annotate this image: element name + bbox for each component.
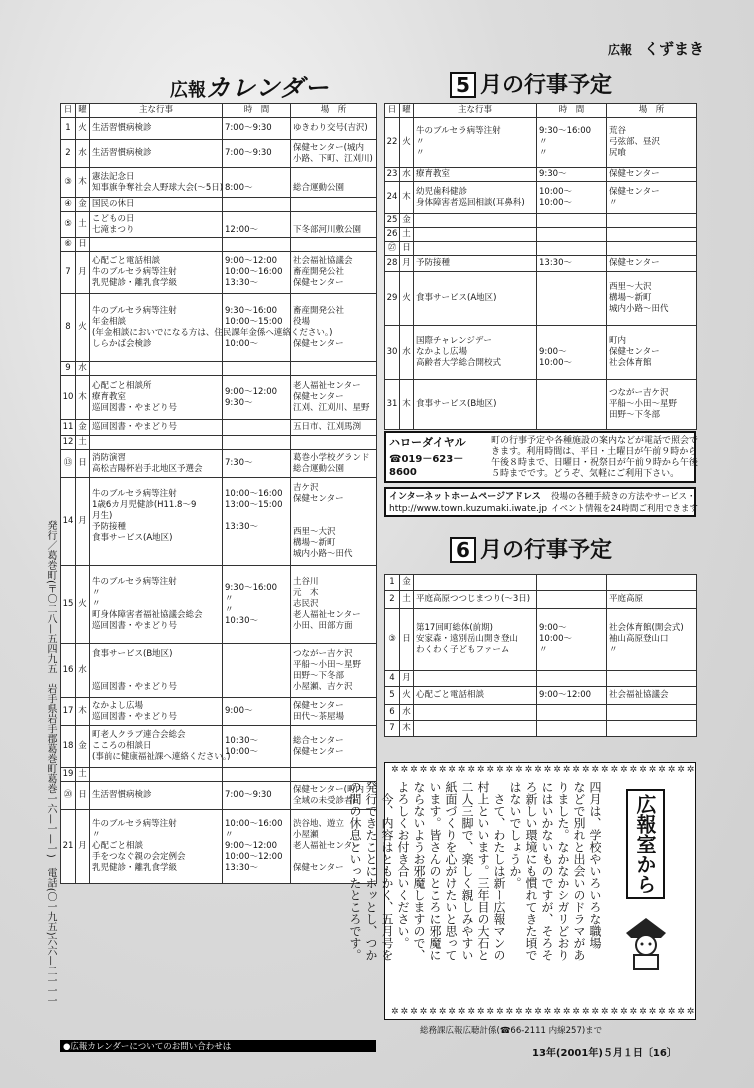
internet-box <box>384 487 696 517</box>
place-cell: 西里～大沢 構場～新町 城内小路～田代 <box>607 272 697 326</box>
time-cell: 10:00～16:00 13:00～15:00 13:30～ <box>223 478 291 566</box>
day-cell: 23 <box>385 168 400 182</box>
time-cell: 9:30～ <box>537 168 607 182</box>
table-row <box>385 609 697 671</box>
weekday-cell: 木 <box>76 376 90 420</box>
event-cell: 第17回町総体(前期) 安家森・遠別岳山開き登山 わくわく子どもファーム <box>414 609 537 671</box>
weekday-cell: 火 <box>76 118 90 140</box>
time-cell <box>537 242 607 256</box>
issue-dateline: 13年(2001年)５月１日〔16〕 <box>532 1048 677 1059</box>
day-cell: 1 <box>385 575 400 591</box>
day-cell: 24 <box>385 182 400 214</box>
inquiry-note: ●広報カレンダーについてのお問い合わせは <box>60 1040 376 1052</box>
hello-dial-box <box>384 431 699 483</box>
place-cell <box>607 214 697 228</box>
time-cell <box>223 768 291 782</box>
table-row <box>61 566 377 644</box>
weekday-cell: 日 <box>400 242 414 256</box>
event-cell: 牛のブルセラ病等注射 1歳6カ月児健診(H11.8～9 月生) 予防接種 食事サービス(A地区) <box>90 478 223 566</box>
june-table <box>384 574 697 737</box>
place-cell: 総合運動公園 <box>291 168 377 198</box>
place-cell: つながー吉ケ沢 平船～小田～星野 田野～下冬部 小屋瀬、吉ケ沢 <box>291 644 377 698</box>
may-number-badge: 5 <box>450 72 476 98</box>
event-cell: 心配ごと電話相談 牛のブルセラ病等注射 乳児健診・離乳食学級 <box>90 252 223 294</box>
time-cell <box>537 721 607 737</box>
day-cell: 17 <box>61 698 76 726</box>
june-rows <box>385 575 697 737</box>
time-cell: 9:00～12:00 <box>537 687 607 705</box>
table-row <box>385 118 697 168</box>
weekday-cell: 水 <box>76 644 90 698</box>
day-cell: 7 <box>61 252 76 294</box>
event-cell <box>90 768 223 782</box>
weekday-cell: 木 <box>76 168 90 198</box>
table-row <box>61 478 377 566</box>
table-row <box>61 362 377 376</box>
event-cell: 憲法記念日 知事旗争奪社会人野球大会(～5日) <box>90 168 223 198</box>
masthead-brand: くずまき <box>643 40 704 58</box>
table-row <box>385 168 697 182</box>
event-cell: 生活習慣病検診 <box>90 140 223 168</box>
place-cell <box>607 242 697 256</box>
table-row <box>385 687 697 705</box>
time-cell <box>537 214 607 228</box>
hello-dial-label: ハローダイヤル <box>389 436 466 449</box>
weekday-cell: 日 <box>76 782 90 810</box>
table-row <box>61 810 377 884</box>
place-cell: ゆきわり交号(吉沢) <box>291 118 377 140</box>
place-cell: 土谷川 元 木 志民沢 老人福祉センター 小田、田部方面 <box>291 566 377 644</box>
day-cell: 16 <box>61 644 76 698</box>
time-cell <box>537 705 607 721</box>
event-cell <box>414 214 537 228</box>
internet-label: インターネットホームページアドレス <box>389 492 541 502</box>
day-cell: 2 <box>385 591 400 609</box>
weekday-cell: 火 <box>400 687 414 705</box>
table-row <box>61 212 377 238</box>
day-cell: ③ <box>61 168 76 198</box>
table-row <box>385 721 697 737</box>
contact-note: 総務課広報広聴計係(☎66-2111 内線257)まで <box>420 1026 603 1036</box>
event-cell: 生活習慣病検診 <box>90 118 223 140</box>
table-row <box>385 182 697 214</box>
place-cell: 五日市、江刈馬渕 <box>291 420 377 436</box>
event-cell: 食事サービス(B地区) 巡回図書・やまどり号 <box>90 644 223 698</box>
weekday-cell: 火 <box>400 272 414 326</box>
table-row <box>61 450 377 478</box>
time-cell <box>223 644 291 698</box>
weekday-cell: 月 <box>76 810 90 884</box>
calendar-title-prefix: 広報 <box>170 80 206 101</box>
weekday-cell: 日 <box>76 238 90 252</box>
weekday-cell: 土 <box>76 768 90 782</box>
weekday-cell: 月 <box>400 256 414 272</box>
weekday-cell: 月 <box>400 671 414 687</box>
event-cell: 療育教室 <box>414 168 537 182</box>
day-cell: 7 <box>385 721 400 737</box>
time-cell: 9:30～16:00 〃 〃 <box>537 118 607 168</box>
event-cell: 牛のブルセラ病等注射 年金相談 (年金相談においでになる方は、住民課年金係へ連絡ください。) しらかば会検診 <box>90 294 223 362</box>
table-row <box>385 591 697 609</box>
hello-dial-text: 町の行事予定や各種施設の案内などが電話で照会で きます。利用時間は、平日・土曜日が午前９時から 午後８時まで、日曜日・祝祭日が午前９時から午後 ５時までです。どうぞ、気軽にご利用下さい。 <box>491 436 699 479</box>
event-cell <box>414 705 537 721</box>
table-row <box>61 698 377 726</box>
table-row <box>385 214 697 228</box>
time-cell: 10:00～ 10:00～ <box>537 182 607 214</box>
place-cell: 保健センター(町内 全域の未受診者) <box>291 782 377 810</box>
place-cell <box>291 198 377 212</box>
place-cell <box>291 362 377 376</box>
event-cell <box>90 362 223 376</box>
table-row <box>385 380 697 430</box>
col-place: 場 所 <box>291 104 377 118</box>
day-cell: 22 <box>385 118 400 168</box>
day-cell: 15 <box>61 566 76 644</box>
weekday-cell: 月 <box>76 478 90 566</box>
place-cell: 渋谷地、遊立 小屋瀬 老人福祉センター 保健センター <box>291 810 377 884</box>
table-row <box>385 575 697 591</box>
table-row <box>61 118 377 140</box>
event-cell: 国際チャレンジデー なかよし広場 高齢者大学総合開校式 <box>414 326 537 380</box>
weekday-cell: 火 <box>400 118 414 168</box>
day-cell: 25 <box>385 214 400 228</box>
table-row <box>61 376 377 420</box>
weekday-cell: 土 <box>400 591 414 609</box>
place-cell: 平庭高原 <box>607 591 697 609</box>
time-cell <box>223 198 291 212</box>
column-body: 四月は、学校やいろいろな職場 などで別れと出会いのドラマがあ りました。なかなかシガリどおり にはいかないものですが、そろそ ろ新しい環境にも慣れてきた頃で はないでしょうか。 さて、わたしは新ー広報マンの 村上といいます。三年目の大石と 二人三脚で、楽しく親しみやすい 紙面づくりを心がけたいと思って います。皆さんのところに邪魔に ならないようお邪魔しますので、 よろしくお付き合いください。 今、内容はともかく、五月号を 発行できたことにホッとし、つか の間の休息といったところです。 <box>348 781 602 961</box>
left-rows <box>61 118 377 884</box>
table-row <box>385 242 697 256</box>
weekday-cell: 水 <box>400 705 414 721</box>
table-row <box>385 272 697 326</box>
event-cell <box>414 575 537 591</box>
weekday-cell: 水 <box>400 326 414 380</box>
day-cell: ⑥ <box>61 238 76 252</box>
place-cell <box>291 436 377 450</box>
day-cell: 26 <box>385 228 400 242</box>
mascot-illustration <box>621 913 671 973</box>
table-row <box>61 238 377 252</box>
event-cell: 国民の休日 <box>90 198 223 212</box>
weekday-cell: 日 <box>400 609 414 671</box>
place-cell: 町内 保健センター 社会体育館 <box>607 326 697 380</box>
weekday-cell: 水 <box>76 362 90 376</box>
day-cell: 12 <box>61 436 76 450</box>
editor-column <box>348 762 697 1020</box>
event-cell: 幼児歯科健診 身体障害者巡回相談(耳鼻科) <box>414 182 537 214</box>
day-cell: 10 <box>61 376 76 420</box>
day-cell: 11 <box>61 420 76 436</box>
day-cell: 21 <box>61 810 76 884</box>
col-place: 場 所 <box>607 104 697 118</box>
event-cell <box>414 242 537 256</box>
publisher-sidebar: 発行／葛巻町(〒〇二八—五四九五 岩手県岩手郡葛巻町葛巻一六—一—一) 電話(〇一九五)六六—二一一一 <box>45 520 56 1006</box>
time-cell: 12:00～ <box>223 212 291 238</box>
time-cell: 7:00～9:30 <box>223 782 291 810</box>
col-time: 時 間 <box>223 104 291 118</box>
place-cell: 老人福祉センター 保健センター 江刈、江刈川、星野 <box>291 376 377 420</box>
time-cell <box>223 420 291 436</box>
time-cell <box>537 228 607 242</box>
table-row <box>61 768 377 782</box>
table-row <box>385 228 697 242</box>
day-cell: ⑳ <box>61 782 76 810</box>
table-row <box>61 294 377 362</box>
time-cell: 7:00～9:30 <box>223 118 291 140</box>
event-cell: 消防演習 高松吉陽杯岩手北地区予選会 <box>90 450 223 478</box>
table-row <box>385 326 697 380</box>
time-cell <box>537 272 607 326</box>
weekday-cell: 日 <box>76 450 90 478</box>
event-cell <box>90 238 223 252</box>
place-cell: つながー吉ケ沢 平船～小田～星野 田野～下冬部 <box>607 380 697 430</box>
place-cell <box>607 721 697 737</box>
calendar-table-left <box>60 103 377 884</box>
day-cell: 9 <box>61 362 76 376</box>
event-cell: 町老人クラブ連合会総会 こころの相談日 (事前に健康福祉課へ連絡ください。) <box>90 726 223 768</box>
place-cell: 社会体育館(開会式) 袖山高原登山口 〃 <box>607 609 697 671</box>
day-cell: 29 <box>385 272 400 326</box>
time-cell: 13:30～ <box>537 256 607 272</box>
col-event: 主な行事 <box>414 104 537 118</box>
table-header <box>61 104 377 118</box>
masthead-org: 広報 <box>607 43 632 57</box>
table-row <box>61 726 377 768</box>
weekday-cell: 月 <box>76 252 90 294</box>
place-cell <box>607 705 697 721</box>
time-cell <box>537 591 607 609</box>
col-weekday: 曜 <box>76 104 90 118</box>
weekday-cell: 木 <box>400 182 414 214</box>
day-cell: 1 <box>61 118 76 140</box>
place-cell: 吉ケ沢 保健センター 西里～大沢 構場～新町 城内小路～田代 <box>291 478 377 566</box>
weekday-cell: 土 <box>400 228 414 242</box>
weekday-cell: 水 <box>76 140 90 168</box>
may-table <box>384 103 697 430</box>
place-cell: 保健センター(城内 小路、下町、江刈川) <box>291 140 377 168</box>
time-cell: 9:00～ 10:00～ 〃 <box>537 609 607 671</box>
time-cell: 9:00～ 10:00～ <box>537 326 607 380</box>
may-title-text: 月の行事予定 <box>480 73 613 98</box>
weekday-cell: 土 <box>76 436 90 450</box>
time-cell <box>223 362 291 376</box>
weekday-cell: 金 <box>76 198 90 212</box>
place-cell: 社会福祉協議会 <box>607 687 697 705</box>
day-cell: 4 <box>385 671 400 687</box>
time-cell: 10:00～16:00 〃 9:00～12:00 10:00～12:00 13:30～ <box>223 810 291 884</box>
event-cell <box>414 671 537 687</box>
weekday-cell: 土 <box>76 212 90 238</box>
col-day: 日 <box>61 104 76 118</box>
day-cell: 30 <box>385 326 400 380</box>
place-cell: 畜産開発公社 役場 保健センター <box>291 294 377 362</box>
day-cell: 19 <box>61 768 76 782</box>
weekday-cell: 木 <box>400 721 414 737</box>
may-schedule-title <box>450 68 612 99</box>
day-cell: ⑬ <box>61 450 76 478</box>
event-cell: 牛のブルセラ病等注射 〃 〃 <box>414 118 537 168</box>
place-cell <box>607 671 697 687</box>
may-rows <box>385 118 697 430</box>
weekday-cell: 水 <box>400 168 414 182</box>
time-cell: 7:30～ <box>223 450 291 478</box>
place-cell: 保健センター 田代～茶屋場 <box>291 698 377 726</box>
event-cell: 食事サービス(B地区) <box>414 380 537 430</box>
event-cell: 心配ごと相談所 療育教室 巡回図書・やまどり号 <box>90 376 223 420</box>
table-row <box>385 256 697 272</box>
event-cell: なかよし広場 巡回図書・やまどり号 <box>90 698 223 726</box>
june-title-text: 月の行事予定 <box>480 538 613 563</box>
day-cell: 6 <box>385 705 400 721</box>
star-border-top: ✲✲✲✲✲✲✲✲✲✲✲✲✲✲✲✲✲✲✲✲✲✲✲✲✲✲✲✲✲✲✲✲ <box>391 765 697 775</box>
place-cell: 総合センター 保健センター <box>291 726 377 768</box>
event-cell: 牛のブルセラ病等注射 〃 心配ごと相談 手をつなぐ親の会定例会 乳児健診・離乳食学級 <box>90 810 223 884</box>
day-cell: 28 <box>385 256 400 272</box>
place-cell: 保健センター <box>607 168 697 182</box>
weekday-cell: 木 <box>400 380 414 430</box>
time-cell <box>537 575 607 591</box>
place-cell: 荒谷 弓弦部、昼沢 尻喰 <box>607 118 697 168</box>
day-cell: ④ <box>61 198 76 212</box>
weekday-cell: 火 <box>76 566 90 644</box>
weekday-cell: 木 <box>76 698 90 726</box>
time-cell: 7:00～9:30 <box>223 140 291 168</box>
table-row <box>61 436 377 450</box>
weekday-cell: 金 <box>76 420 90 436</box>
place-cell <box>607 575 697 591</box>
col-time: 時 間 <box>537 104 607 118</box>
event-cell <box>414 228 537 242</box>
day-cell: ③ <box>385 609 400 671</box>
calendar-title-main: カレンダー <box>206 74 330 102</box>
event-cell <box>90 436 223 450</box>
table-header <box>385 104 697 118</box>
internet-text: 役場の各種手続きの方法やサービス・ イベント情報を24時間ご利用できます <box>551 492 698 514</box>
table-row <box>61 252 377 294</box>
event-cell: 平庭高原つつじまつり(～3日) <box>414 591 537 609</box>
col-day: 日 <box>385 104 400 118</box>
day-cell: 14 <box>61 478 76 566</box>
table-row <box>61 168 377 198</box>
hello-dial-phone: ☎019－623－8600 <box>389 454 464 478</box>
event-cell: 牛のブルセラ病等注射 〃 〃 町身体障害者福祉協議会総会 巡回図書・やまどり号 <box>90 566 223 644</box>
time-cell: 8:00～ <box>223 168 291 198</box>
place-cell: 保健センター 〃 <box>607 182 697 214</box>
event-cell: 巡回図書・やまどり号 <box>90 420 223 436</box>
day-cell: 31 <box>385 380 400 430</box>
time-cell <box>223 436 291 450</box>
col-event: 主な行事 <box>90 104 223 118</box>
table-row <box>61 420 377 436</box>
day-cell: 5 <box>385 687 400 705</box>
table-row <box>385 671 697 687</box>
day-cell: ⑤ <box>61 212 76 238</box>
table-row <box>61 782 377 810</box>
table-row <box>61 198 377 212</box>
table-row <box>61 140 377 168</box>
time-cell: 9:30～16:00 〃 〃 10:30～ <box>223 566 291 644</box>
place-cell: 葛巻小学校グランド 総合運動公園 <box>291 450 377 478</box>
place-cell: 保健センター <box>607 256 697 272</box>
table-row <box>385 705 697 721</box>
time-cell <box>223 238 291 252</box>
june-number-badge: 6 <box>450 537 476 563</box>
time-cell: 9:00～12:00 10:00～16:00 13:30～ <box>223 252 291 294</box>
homepage-link[interactable]: http://www.town.kuzumaki.iwate.jp <box>389 504 548 514</box>
event-cell <box>414 721 537 737</box>
day-cell: 18 <box>61 726 76 768</box>
time-cell <box>537 671 607 687</box>
calendar-title <box>170 68 329 103</box>
weekday-cell: 金 <box>400 575 414 591</box>
day-cell: ㉗ <box>385 242 400 256</box>
masthead <box>608 38 704 59</box>
time-cell <box>537 380 607 430</box>
weekday-cell: 金 <box>400 214 414 228</box>
star-border-bottom: ✲✲✲✲✲✲✲✲✲✲✲✲✲✲✲✲✲✲✲✲✲✲✲✲✲✲✲✲✲✲✲✲ <box>391 1007 697 1017</box>
place-cell: 下冬部河川敷公園 <box>291 212 377 238</box>
place-cell <box>291 768 377 782</box>
event-cell: 予防接種 <box>414 256 537 272</box>
col-weekday: 曜 <box>400 104 414 118</box>
time-cell: 10:30～ 10:00～ <box>223 726 291 768</box>
table-row <box>61 644 377 698</box>
time-cell: 9:00～ <box>223 698 291 726</box>
weekday-cell: 火 <box>76 294 90 362</box>
place-cell: 社会福祉協議会 畜産開発公社 保健センター <box>291 252 377 294</box>
time-cell: 9:00～12:00 9:30～ <box>223 376 291 420</box>
june-schedule-title <box>450 533 612 564</box>
column-title: 広報室から <box>626 789 665 899</box>
event-cell: 心配ごと電話相談 <box>414 687 537 705</box>
place-cell <box>291 238 377 252</box>
place-cell <box>607 228 697 242</box>
day-cell: 2 <box>61 140 76 168</box>
event-cell: こどもの日 七滝まつり <box>90 212 223 238</box>
time-cell: 9:30～16:00 10:00～15:00 10:00～ <box>223 294 291 362</box>
day-cell: 8 <box>61 294 76 362</box>
weekday-cell: 金 <box>76 726 90 768</box>
event-cell: 生活習慣病検診 <box>90 782 223 810</box>
event-cell: 食事サービス(A地区) <box>414 272 537 326</box>
